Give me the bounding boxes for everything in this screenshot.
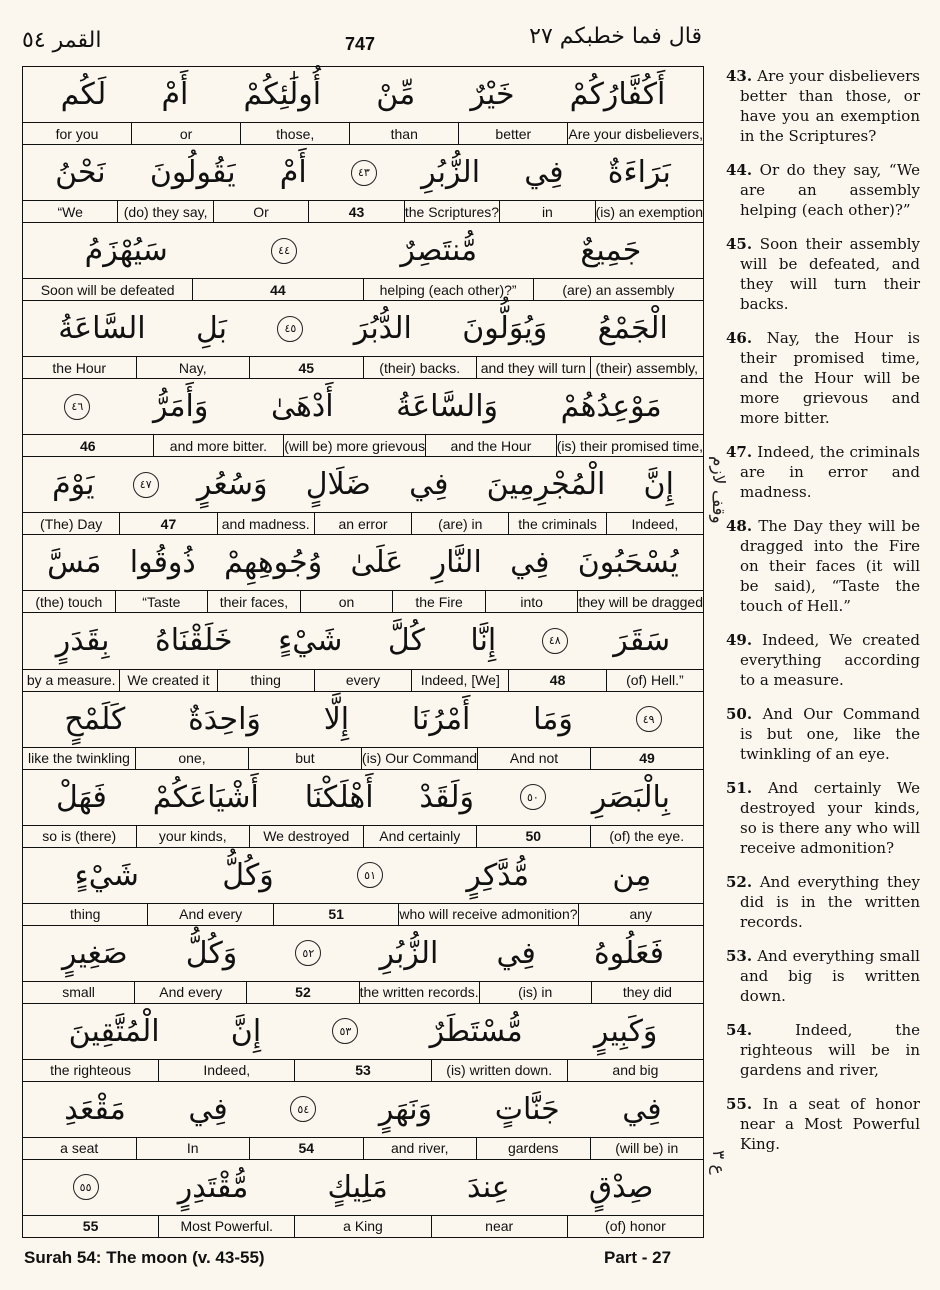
arabic-word: شَيْءٍ bbox=[278, 623, 343, 659]
arabic-word: وَأَمَرُّ bbox=[152, 389, 209, 425]
gloss-cell: but bbox=[248, 748, 361, 769]
arabic-word: مَقْعَدِ bbox=[64, 1091, 126, 1127]
verse-marker: ٥٥ bbox=[73, 1174, 99, 1200]
arabic-word: بَرَاءَةٌ bbox=[607, 155, 671, 191]
gloss-cell: “Taste bbox=[115, 591, 208, 612]
arabic-word: مِّنْ bbox=[376, 77, 416, 113]
verse-number-cell: 52 bbox=[246, 982, 358, 1003]
arabic-word: بَلِ bbox=[195, 311, 228, 347]
arabic-word: فِي bbox=[622, 1091, 662, 1127]
verse-number-cell: 44 bbox=[192, 279, 362, 300]
english-gloss-line bbox=[23, 982, 703, 1003]
gloss-cell: on bbox=[300, 591, 393, 612]
gloss-cell: and more bitter. bbox=[153, 435, 284, 456]
gloss-cell: Nay, bbox=[136, 357, 250, 378]
arabic-word: بِقَدَرٍ bbox=[55, 623, 110, 659]
arabic-word: ذُوقُوا bbox=[129, 545, 196, 581]
arabic-line bbox=[23, 770, 703, 826]
arabic-word: أَشْيَاعَكُمْ bbox=[152, 779, 259, 815]
translation-verse bbox=[708, 1020, 920, 1080]
margin-note-waqf: وقف لازم bbox=[708, 456, 728, 524]
gloss-cell: Indeed, bbox=[158, 1060, 294, 1081]
arabic-word: بِالْبَصَرِ bbox=[591, 779, 670, 815]
english-gloss-line bbox=[23, 1216, 703, 1237]
gloss-cell: “We bbox=[57, 203, 83, 220]
gloss-cell: thing bbox=[217, 670, 314, 691]
gloss-cell: by a measure. bbox=[26, 672, 116, 688]
arabic-line bbox=[23, 301, 703, 357]
translation-verse-number: 49. bbox=[726, 631, 753, 649]
gloss-cell: in bbox=[499, 201, 594, 222]
english-gloss-line bbox=[23, 826, 703, 847]
translation-verse-number: 53. bbox=[726, 947, 753, 965]
gloss-cell: (their) assembly, bbox=[590, 357, 704, 378]
arabic-word: النَّارِ bbox=[431, 545, 482, 581]
translation-verse-number: 48. bbox=[726, 517, 753, 535]
translation-verse-number: 45. bbox=[726, 235, 753, 253]
arabic-line bbox=[23, 457, 703, 513]
arabic-word: مَلِيكٍ bbox=[327, 1169, 388, 1205]
gloss-cell: Or bbox=[213, 201, 308, 222]
verse-marker: ٥١ bbox=[357, 862, 383, 888]
translation-text: The Day they will be dragged into the Fire on their faces (it will be said), “Taste the touch of Hell.” bbox=[740, 517, 920, 615]
arabic-word: مَوْعِدُهُمْ bbox=[560, 389, 662, 425]
gloss-cell: any bbox=[578, 904, 703, 925]
gloss-cell: helping (each other)?” bbox=[363, 279, 533, 300]
gloss-cell: their faces, bbox=[207, 591, 300, 612]
gloss-cell: the Scriptures? bbox=[404, 201, 499, 222]
arabic-word: وَالسَّاعَةُ bbox=[396, 389, 499, 425]
arabic-word: الْمُجْرِمِينَ bbox=[486, 467, 606, 503]
arabic-word: شَيْءٍ bbox=[74, 857, 139, 893]
arabic-word: أَمْ bbox=[161, 77, 189, 113]
gloss-cell: or bbox=[131, 123, 240, 144]
translation-verse-number: 54. bbox=[726, 1021, 753, 1039]
verse-marker: ٥٤ bbox=[290, 1096, 316, 1122]
english-gloss-line bbox=[23, 279, 703, 300]
translation-text: In a seat of honor near a Most Powerful King. bbox=[740, 1095, 920, 1153]
verse-marker: ٤٦ bbox=[64, 394, 90, 420]
translation-text: Nay, the Hour is their promised time, and the Hour will be more grievous and more bitter. bbox=[740, 329, 920, 427]
verse-marker: ٥٢ bbox=[295, 940, 321, 966]
arabic-word: صِدْقٍ bbox=[588, 1169, 654, 1205]
gloss-cell: And every bbox=[147, 904, 272, 925]
translation-column bbox=[708, 66, 920, 1168]
gloss-cell: a seat bbox=[60, 1140, 99, 1157]
translation-verse bbox=[708, 234, 920, 314]
arabic-word: مُّدَّكِرٍ bbox=[466, 857, 530, 893]
translation-text: Indeed, the criminals are in error and madness. bbox=[740, 443, 920, 501]
gloss-cell: (is) Our Command bbox=[361, 748, 477, 769]
arabic-word: إِنَّ bbox=[643, 467, 674, 503]
arabic-word: إِنَّ bbox=[230, 1013, 262, 1049]
arabic-word: فِي bbox=[496, 935, 536, 971]
arabic-word: الزُّبُرِ bbox=[421, 155, 481, 191]
verse-marker: ٤٣ bbox=[351, 160, 377, 186]
word-by-word-grid bbox=[22, 66, 704, 1238]
gloss-cell: into bbox=[485, 591, 578, 612]
gloss-cell: (of) the eye. bbox=[590, 826, 704, 847]
verse-row bbox=[23, 770, 703, 848]
arabic-word: عَلَىٰ bbox=[350, 545, 404, 581]
arabic-word: أَهْلَكْنَا bbox=[304, 779, 374, 815]
arabic-word: مَسَّ bbox=[47, 545, 102, 581]
translation-verse-number: 55. bbox=[726, 1095, 753, 1113]
surah-name-arabic: القمر ٥٤ bbox=[22, 28, 102, 53]
verse-number-cell: 46 bbox=[80, 437, 96, 454]
arabic-word: يَوْمَ bbox=[52, 467, 95, 503]
gloss-cell: and the Hour bbox=[425, 435, 556, 456]
verse-number-cell: 43 bbox=[308, 201, 403, 222]
arabic-line bbox=[23, 1004, 703, 1060]
arabic-word: وَلَقَدْ bbox=[419, 779, 474, 815]
arabic-word: وَكُلُّ bbox=[222, 857, 274, 893]
gloss-cell: (will be) more grievous bbox=[283, 435, 425, 456]
verse-number-cell: 50 bbox=[476, 826, 590, 847]
arabic-word: وَسُعُرٍ bbox=[196, 467, 268, 503]
arabic-word: كُلَّ bbox=[387, 623, 425, 659]
verse-row bbox=[23, 379, 703, 457]
gloss-cell: an error bbox=[314, 513, 411, 534]
arabic-word: أَكُفَّارُكُمْ bbox=[569, 77, 666, 113]
gloss-cell: (is) written down. bbox=[431, 1060, 567, 1081]
translation-verse bbox=[708, 946, 920, 1006]
gloss-cell: they will be dragged bbox=[577, 591, 703, 612]
arabic-word: السَّاعَةُ bbox=[58, 311, 146, 347]
verse-row bbox=[23, 301, 703, 379]
verse-row bbox=[23, 67, 703, 145]
translation-verse bbox=[708, 442, 920, 502]
translation-text: And everything they did is in the written records. bbox=[740, 873, 920, 931]
arabic-word: وَنَهَرٍ bbox=[378, 1091, 433, 1127]
gloss-cell: Indeed, bbox=[606, 513, 703, 534]
arabic-word: وَكَبِيرٍ bbox=[593, 1013, 658, 1049]
page-header bbox=[0, 0, 940, 66]
translation-verse bbox=[708, 872, 920, 932]
gloss-cell: Indeed, [We] bbox=[411, 670, 508, 691]
gloss-cell: and madness. bbox=[217, 513, 314, 534]
arabic-word: خَلَقْنَاهُ bbox=[155, 623, 233, 659]
english-gloss-line bbox=[23, 435, 703, 456]
gloss-cell: (of) Hell.” bbox=[606, 670, 703, 691]
arabic-word: إِلَّا bbox=[323, 701, 350, 737]
gloss-cell: the written records. bbox=[359, 982, 479, 1003]
translation-verse-number: 47. bbox=[726, 443, 753, 461]
arabic-word: وَيُوَلُّونَ bbox=[462, 311, 548, 347]
arabic-line bbox=[23, 926, 703, 982]
arabic-word: سَقَرَ bbox=[613, 623, 671, 659]
verse-number-cell: 54 bbox=[249, 1138, 363, 1159]
arabic-word: جَنَّاتٍ bbox=[494, 1091, 560, 1127]
arabic-word: الْجَمْعُ bbox=[597, 311, 668, 347]
gloss-cell: and big bbox=[567, 1060, 703, 1081]
english-gloss-line bbox=[23, 201, 703, 222]
gloss-cell: those, bbox=[240, 123, 349, 144]
arabic-line bbox=[23, 692, 703, 748]
arabic-word: جَمِيعٌ bbox=[580, 233, 642, 269]
verse-number-cell: 47 bbox=[119, 513, 216, 534]
arabic-line bbox=[23, 613, 703, 669]
gloss-cell: and they will turn bbox=[476, 357, 590, 378]
arabic-word: وَكُلُّ bbox=[185, 935, 238, 971]
arabic-word: إِنَّا bbox=[470, 623, 497, 659]
arabic-word: فِي bbox=[409, 467, 449, 503]
verse-row bbox=[23, 223, 703, 301]
translation-text: Indeed, We created everything according to a measure. bbox=[740, 631, 920, 689]
verse-row bbox=[23, 1004, 703, 1082]
english-gloss-line bbox=[23, 670, 703, 691]
gloss-cell: And not bbox=[477, 748, 590, 769]
arabic-word: أَمْ bbox=[279, 155, 307, 191]
translation-verse-number: 52. bbox=[726, 873, 753, 891]
arabic-line bbox=[23, 67, 703, 123]
verse-number-cell: 49 bbox=[590, 748, 703, 769]
english-gloss-line bbox=[23, 904, 703, 925]
arabic-word: أَمْرُنَا bbox=[411, 701, 471, 737]
gloss-cell: thing bbox=[70, 906, 101, 923]
gloss-cell: (is) their promised time, bbox=[556, 435, 703, 456]
arabic-word: فَهَلْ bbox=[55, 779, 107, 815]
gloss-cell: (are) in bbox=[411, 513, 508, 534]
english-gloss-line bbox=[23, 591, 703, 612]
arabic-word: مُّنتَصِرٌ bbox=[400, 233, 478, 269]
arabic-word: ضَلَالٍ bbox=[305, 467, 371, 503]
translation-text: Indeed, the righteous will be in gardens and river, bbox=[740, 1021, 920, 1079]
arabic-word: خَيْرٌ bbox=[470, 77, 515, 113]
arabic-word: مِن bbox=[612, 857, 652, 893]
juz-name-arabic: قال فما خطبكم ٢٧ bbox=[529, 24, 702, 49]
verse-number-cell: 51 bbox=[273, 904, 398, 925]
gloss-cell: than bbox=[349, 123, 458, 144]
verse-marker: ٥٠ bbox=[520, 784, 546, 810]
translation-verse-number: 43. bbox=[726, 67, 753, 85]
gloss-cell: they did bbox=[591, 982, 703, 1003]
translation-verse bbox=[708, 778, 920, 858]
gloss-cell: (their) backs. bbox=[363, 357, 477, 378]
gloss-cell: the Hour bbox=[52, 359, 107, 376]
translation-verse bbox=[708, 516, 920, 616]
gloss-cell: And certainly bbox=[363, 826, 477, 847]
arabic-word: سَيُهْزَمُ bbox=[84, 233, 168, 269]
translation-text: Or do they say, “We are an assembly helping (each other)?” bbox=[740, 161, 920, 219]
gloss-cell: Most Powerful. bbox=[158, 1216, 294, 1237]
gloss-cell: (of) honor bbox=[567, 1216, 703, 1237]
arabic-word: فِي bbox=[188, 1091, 228, 1127]
gloss-cell: We created it bbox=[119, 670, 216, 691]
verse-row bbox=[23, 1160, 703, 1237]
gloss-cell: (is) an exemption bbox=[595, 201, 703, 222]
arabic-line bbox=[23, 1082, 703, 1138]
page-number: 747 bbox=[345, 34, 376, 54]
english-gloss-line bbox=[23, 513, 703, 534]
verse-number-cell: 48 bbox=[508, 670, 605, 691]
translation-verse bbox=[708, 630, 920, 690]
verse-marker: ٤٤ bbox=[271, 238, 297, 264]
english-gloss-line bbox=[23, 748, 703, 769]
arabic-line bbox=[23, 535, 703, 591]
verse-row bbox=[23, 848, 703, 926]
gloss-cell: so is (there) bbox=[42, 828, 117, 845]
arabic-word: الدُّبُرَ bbox=[353, 311, 412, 347]
english-gloss-line bbox=[23, 1138, 703, 1159]
translation-verse bbox=[708, 160, 920, 220]
arabic-word: فِي bbox=[524, 155, 564, 191]
verse-marker: ٤٧ bbox=[133, 472, 159, 498]
gloss-cell: who will receive admonition? bbox=[398, 904, 577, 925]
footer-surah-title: Surah 54: The moon (v. 43-55) bbox=[24, 1248, 265, 1267]
gloss-cell: Are your disbelievers, bbox=[567, 123, 703, 144]
translation-text: Soon their assembly will be defeated, and they will turn their backs. bbox=[740, 235, 920, 313]
verse-row bbox=[23, 613, 703, 691]
translation-verse-number: 51. bbox=[726, 779, 753, 797]
gloss-cell: (the) touch bbox=[35, 593, 103, 610]
gloss-cell: like the twinkling bbox=[28, 750, 130, 767]
gloss-cell: And every bbox=[134, 982, 246, 1003]
english-gloss-line bbox=[23, 1060, 703, 1081]
gloss-cell: We destroyed bbox=[249, 826, 363, 847]
translation-verse-number: 50. bbox=[726, 705, 753, 723]
arabic-word: أَدْهَىٰ bbox=[271, 389, 334, 425]
gloss-cell: (The) Day bbox=[40, 515, 103, 532]
arabic-line bbox=[23, 223, 703, 279]
arabic-word: وُجُوهِهِمْ bbox=[224, 545, 323, 581]
gloss-cell: the criminals bbox=[508, 513, 605, 534]
arabic-word: صَغِيرٍ bbox=[62, 935, 128, 971]
gloss-cell: small bbox=[62, 984, 95, 1001]
verse-number-cell: 53 bbox=[294, 1060, 430, 1081]
arabic-word: مُّسْتَطَرٌ bbox=[429, 1013, 523, 1049]
gloss-cell: In bbox=[136, 1138, 250, 1159]
arabic-word: يُسْحَبُونَ bbox=[577, 545, 679, 581]
gloss-cell: gardens bbox=[476, 1138, 590, 1159]
verse-row bbox=[23, 535, 703, 613]
arabic-word: الْمُتَّقِينَ bbox=[68, 1013, 160, 1049]
translation-verse bbox=[708, 328, 920, 428]
verse-marker: ٤٩ bbox=[636, 706, 662, 732]
translation-verse bbox=[708, 66, 920, 146]
footer-part: Part - 27 bbox=[604, 1248, 672, 1267]
gloss-cell: (do) they say, bbox=[117, 201, 212, 222]
arabic-word: عِندَ bbox=[466, 1169, 510, 1205]
gloss-cell: (are) an assembly bbox=[533, 279, 703, 300]
translation-verse bbox=[708, 1094, 920, 1154]
verse-row bbox=[23, 926, 703, 1004]
verse-marker: ٤٥ bbox=[277, 316, 303, 342]
arabic-line bbox=[23, 1160, 703, 1216]
arabic-word: الزُّبُرِ bbox=[379, 935, 439, 971]
gloss-cell: and river, bbox=[363, 1138, 477, 1159]
translation-text: Are your disbelievers better than those, or have you an exemption in the Scriptures? bbox=[740, 67, 920, 145]
gloss-cell: near bbox=[431, 1216, 567, 1237]
translation-verse-number: 46. bbox=[726, 329, 753, 347]
arabic-word: مُّقْتَدِرٍ bbox=[177, 1169, 249, 1205]
gloss-cell: every bbox=[314, 670, 411, 691]
gloss-cell: the Fire bbox=[392, 591, 485, 612]
gloss-cell: one, bbox=[135, 748, 248, 769]
translation-text: And everything small and big is written down. bbox=[740, 947, 920, 1005]
translation-verse-number: 44. bbox=[726, 161, 753, 179]
arabic-word: أُولَٰئِكُمْ bbox=[243, 77, 322, 113]
gloss-cell: a King bbox=[294, 1216, 430, 1237]
translation-verse bbox=[708, 704, 920, 764]
english-gloss-line bbox=[23, 357, 703, 378]
arabic-word: يَقُولُونَ bbox=[149, 155, 236, 191]
gloss-cell: better bbox=[458, 123, 567, 144]
arabic-word: فِي bbox=[510, 545, 550, 581]
arabic-line bbox=[23, 848, 703, 904]
arabic-word: كَلَمْحٍ bbox=[64, 701, 126, 737]
margin-note-ruku: ع ٣ bbox=[708, 1150, 728, 1175]
gloss-cell: Soon will be defeated bbox=[40, 281, 175, 298]
gloss-cell: (is) in bbox=[479, 982, 591, 1003]
verse-row bbox=[23, 1082, 703, 1160]
gloss-cell: for you bbox=[55, 125, 99, 142]
verse-row bbox=[23, 145, 703, 223]
gloss-cell: (will be) in bbox=[590, 1138, 704, 1159]
translation-text: And certainly We destroyed your kinds, so is there any who will receive admonition? bbox=[740, 779, 920, 857]
english-gloss-line bbox=[23, 123, 703, 144]
arabic-line bbox=[23, 145, 703, 201]
verse-marker: ٥٣ bbox=[332, 1018, 358, 1044]
verse-number-cell: 55 bbox=[82, 1218, 99, 1235]
arabic-line bbox=[23, 379, 703, 435]
verse-row bbox=[23, 457, 703, 535]
arabic-word: لَكُم bbox=[60, 77, 107, 113]
arabic-word: وَاحِدَةٌ bbox=[188, 701, 261, 737]
arabic-word: نَحْنُ bbox=[55, 155, 106, 191]
verse-row bbox=[23, 692, 703, 770]
gloss-cell: your kinds, bbox=[136, 826, 250, 847]
verse-number-cell: 45 bbox=[249, 357, 363, 378]
arabic-word: وَمَا bbox=[533, 701, 573, 737]
gloss-cell: the righteous bbox=[50, 1062, 132, 1079]
translation-text: And Our Command is but one, like the twinkling of an eye. bbox=[740, 705, 920, 763]
arabic-word: فَعَلُوهُ bbox=[593, 935, 664, 971]
verse-marker: ٤٨ bbox=[542, 628, 568, 654]
